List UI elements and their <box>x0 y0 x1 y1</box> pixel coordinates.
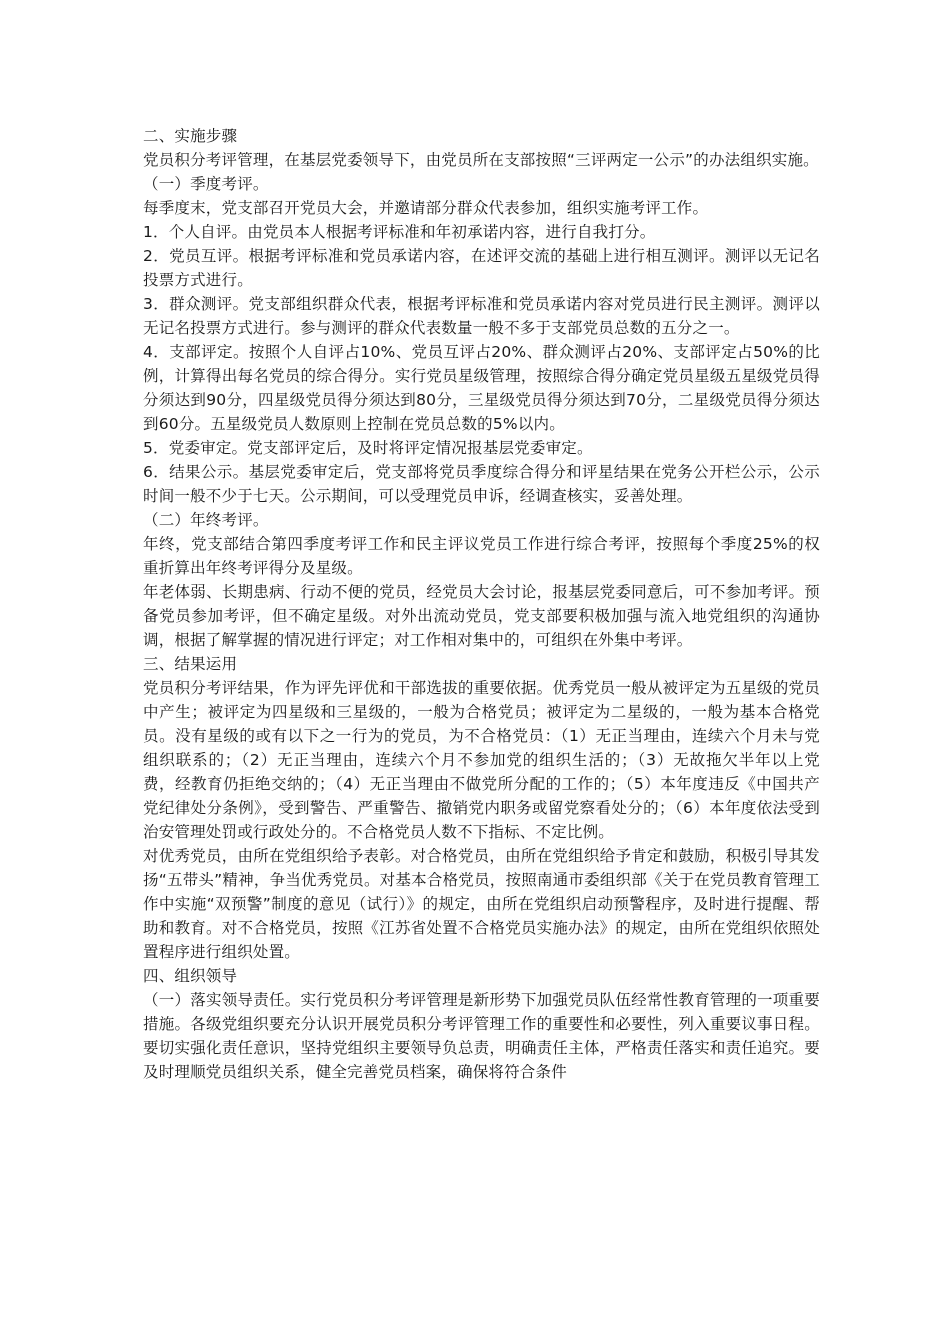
subheading-annual-evaluation: （二）年终考评。 <box>143 511 269 529</box>
list-item-self-evaluation: 1．个人自评。由党员本人根据考评标准和年初承诺内容，进行自我打分。 <box>143 223 656 241</box>
paragraph-result-usage: 党员积分考评结果，作为评先评优和干部选拔的重要依据。优秀党员一般从被评定为五星级的党员中产生；被评定为四星级和三星级的，一般为合格党员；被评定为二星级的，一般为基本合格党员。没有星级的或有以下之一行为的党员，为不合格党员：（1）无正当理由，连续六个月未与党组织联系的；（2）无正当理由，连续六个月不参加党的组织生活的；（3）无故拖欠半年以上党费，经教育仍拒绝交纳的；（4）无正当理由不做党所分配的工作的；（5）本年度违反《中国共产党纪律处分条例》，受到警告、严重警告、撤销党内职务或留党察看处分的；（6）本年度依法受到治安管理处罚或行政处分的。不合格党员人数不下指标、不定比例。 <box>143 679 820 841</box>
paragraph-quarterly: 每季度末，党支部召开党员大会，并邀请部分群众代表参加，组织实施考评工作。 <box>143 199 709 217</box>
list-item-committee-review: 5．党委审定。党支部评定后，及时将评定情况报基层党委审定。 <box>143 439 593 457</box>
paragraph-leadership-responsibility: （一）落实领导责任。实行党员积分考评管理是新形势下加强党员队伍经常性教育管理的一项重要措施。各级党组织要充分认识开展党员积分考评管理工作的重要性和必要性，列入重要议事日程。要切实强化责任意识，坚持党组织主要领导负总责，明确责任主体，严格责任落实和责任追究。要及时理顺党员组织关系，健全完善党员档案，确保将符合条件 <box>143 991 820 1081</box>
list-item-result-publicity: 6．结果公示。基层党委审定后，党支部将党员季度综合得分和评星结果在党务公开栏公示，公示时间一般不少于七天。公示期间，可以受理党员申诉，经调查核实，妥善处理。 <box>143 463 820 505</box>
paragraph-exemptions: 年老体弱、长期患病、行动不便的党员，经党员大会讨论，报基层党委同意后，可不参加考评。预备党员参加考评，但不确定星级。对外出流动党员，党支部要积极加强与流入地党组织的沟通协调，根据了解掌握的情况进行评定；对工作相对集中的，可组织在外集中考评。 <box>143 583 820 649</box>
section-heading-result-application: 三、结果运用 <box>143 655 238 673</box>
list-item-public-evaluation: 3．群众测评。党支部组织群众代表，根据考评标准和党员承诺内容对党员进行民主测评。测评以无记名投票方式进行。参与测评的群众代表数量一般不多于支部党员总数的五分之一。 <box>143 295 820 337</box>
paragraph-handling: 对优秀党员，由所在党组织给予表彰。对合格党员，由所在党组织给予肯定和鼓励，积极引导其发扬“五带头”精神，争当优秀党员。对基本合格党员，按照南通市委组织部《关于在党员教育管理工作中实施“双预警”制度的意见（试行）》的规定，由所在党组织启动预警程序，及时进行提醒、帮助和教育。对不合格党员，按照《江苏省处置不合格党员实施办法》的规定，由所在党组织依照处置程序进行组织处置。 <box>143 847 820 961</box>
section-heading-organization-leadership: 四、组织领导 <box>143 967 238 985</box>
list-item-peer-evaluation: 2．党员互评。根据考评标准和党员承诺内容，在述评交流的基础上进行相互测评。测评以无记名投票方式进行。 <box>143 247 820 289</box>
subheading-quarterly-evaluation: （一）季度考评。 <box>143 175 269 193</box>
section-heading-implementation-steps: 二、实施步骤 <box>143 127 238 145</box>
paragraph-annual: 年终，党支部结合第四季度考评工作和民主评议党员工作进行综合考评，按照每个季度25%的权重折算出年终考评得分及星级。 <box>143 535 820 577</box>
paragraph-intro: 党员积分考评管理，在基层党委领导下，由党员所在支部按照“三评两定一公示”的办法组织实施。 <box>143 151 819 169</box>
list-item-branch-assessment: 4．支部评定。按照个人自评占10%、党员互评占20%、群众测评占20%、支部评定占50%的比例，计算得出每名党员的综合得分。实行党员星级管理，按照综合得分确定党员星级五星级党员得分须达到90分，四星级党员得分须达到80分，三星级党员得分须达到70分，二星级党员得分须达到60分。五星级党员人数原则上控制在党员总数的5%以内。 <box>143 343 820 433</box>
document-page <box>143 124 820 1084</box>
